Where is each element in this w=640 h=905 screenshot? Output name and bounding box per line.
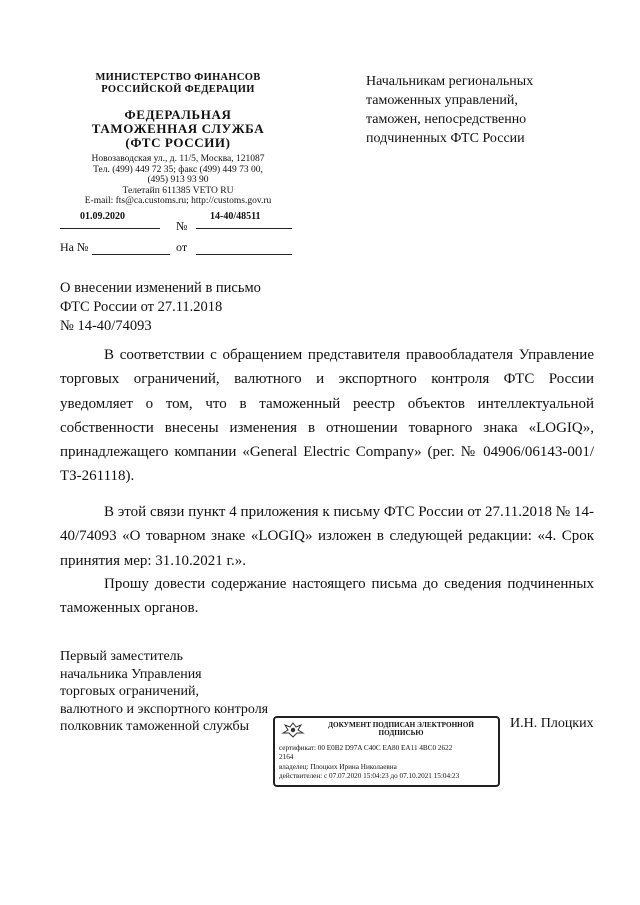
paragraph-2-text: В этой связи пункт 4 приложения к письму ФТС России от 27.11.2018 № 14-40/74093 «О товарном знаке «LOGIQ» изложен в следующей редакции: «4. Срок принятия мер: 31.10.2021 г.». <box>60 504 594 569</box>
sig-line-3: торговых ограничений, <box>60 684 200 700</box>
addressee <box>366 72 606 148</box>
sig-line-4: валютного и экспортного контроля <box>60 701 269 717</box>
ref-number-underline <box>92 254 170 255</box>
stamp-title-line-2: ПОДПИСЬЮ <box>378 729 424 738</box>
subject-line-2: ФТС России от 27.11.2018 <box>60 299 223 315</box>
ministry-name <box>58 72 298 96</box>
addressee-line-1: Начальникам региональных <box>366 74 534 89</box>
signatory-name: И.Н. Плоцких <box>510 716 594 731</box>
stamp-certificate: сертификат: 00 E0B2 D97A C40C EA80 EA11 4BC0 2622 <box>279 744 453 752</box>
stamp-certificate-2: 2164 <box>279 753 294 762</box>
service-line-2: ТАМОЖЕННАЯ СЛУЖБА <box>91 121 265 136</box>
email: E-mail: fts@ca.customs.ru; http://customs.gov.ru <box>84 196 272 206</box>
sig-line-2: начальника Управления <box>60 666 202 682</box>
ref-date-underline <box>196 254 292 255</box>
service-line-1: ФЕДЕРАЛЬНАЯ <box>124 107 232 122</box>
signatory-title <box>60 648 268 736</box>
stamp-valid: действителен: с 07.07.2020 15:04:23 до 07.10.2021 15:04:23 <box>279 772 460 781</box>
subject <box>60 279 261 336</box>
telex: Телетайп 611385 VETO RU <box>122 185 234 196</box>
paragraph-3-text: Прошу довести содержание настоящего письма до сведения подчиненных таможенных органов. <box>60 576 594 617</box>
stamp-title <box>313 721 489 738</box>
stamp-owner: владелец: Плоцких Ирина Николаевна <box>279 762 397 771</box>
reg-number-underline <box>196 228 292 229</box>
ref-from: от <box>176 240 188 254</box>
body-paragraph-2 <box>60 500 594 573</box>
reg-date-underline <box>60 228 160 229</box>
addressee-line-3: таможен, непосредственно <box>366 112 527 127</box>
subject-line-3: № 14-40/74093 <box>60 318 152 334</box>
body-paragraph-3 <box>60 572 594 621</box>
phone-2: (495) 913 93 90 <box>147 175 209 185</box>
service-line-3: (ФТС РОССИИ) <box>125 135 231 150</box>
ministry-line-2: РОССИЙСКОЙ ФЕДЕРАЦИИ <box>101 84 255 95</box>
ref-label: На № <box>60 240 89 254</box>
stamp-title-line-1: ДОКУМЕНТ ПОДПИСАН ЭЛЕКТРОННОЙ <box>328 721 474 729</box>
sig-line-1: Первый заместитель <box>60 649 184 664</box>
subject-line-1: О внесении изменений в письмо <box>60 280 261 296</box>
phone: Тел. (499) 449 72 35; факс (499) 449 73 00, <box>93 164 263 175</box>
e-signature-stamp <box>273 716 500 787</box>
addressee-line-2: таможенных управлений, <box>366 93 518 108</box>
emblem-icon <box>281 721 305 739</box>
stamp-details <box>279 744 494 782</box>
reg-number-sign: № <box>176 219 188 233</box>
ministry-line-1: МИНИСТЕРСТВО ФИНАНСОВ <box>95 72 261 83</box>
reg-date: 01.09.2020 <box>80 211 125 222</box>
contacts-block <box>58 154 298 207</box>
addressee-line-4: подчиненных ФТС России <box>366 131 525 146</box>
reg-number: 14-40/48511 <box>210 211 261 222</box>
paragraph-1-text: В соответствии с обращением представителя правообладателя Управление торговых ограничений, валютного и экспортного контроля ФТС России уведомляет о том, что в таможенный реестр объектов интеллектуальной собственности внесены изменения в отношении товарного знака «LOGIQ», принадлежащего компании «General Electric Company» (рег. № 04906/06143-001/ТЗ-261118). <box>60 347 594 485</box>
service-name <box>58 108 298 150</box>
body-paragraph-1 <box>60 343 594 489</box>
sig-line-5: полковник таможенной службы <box>60 719 250 735</box>
address: Новозаводская ул., д. 11/5, Москва, 121087 <box>91 154 265 164</box>
